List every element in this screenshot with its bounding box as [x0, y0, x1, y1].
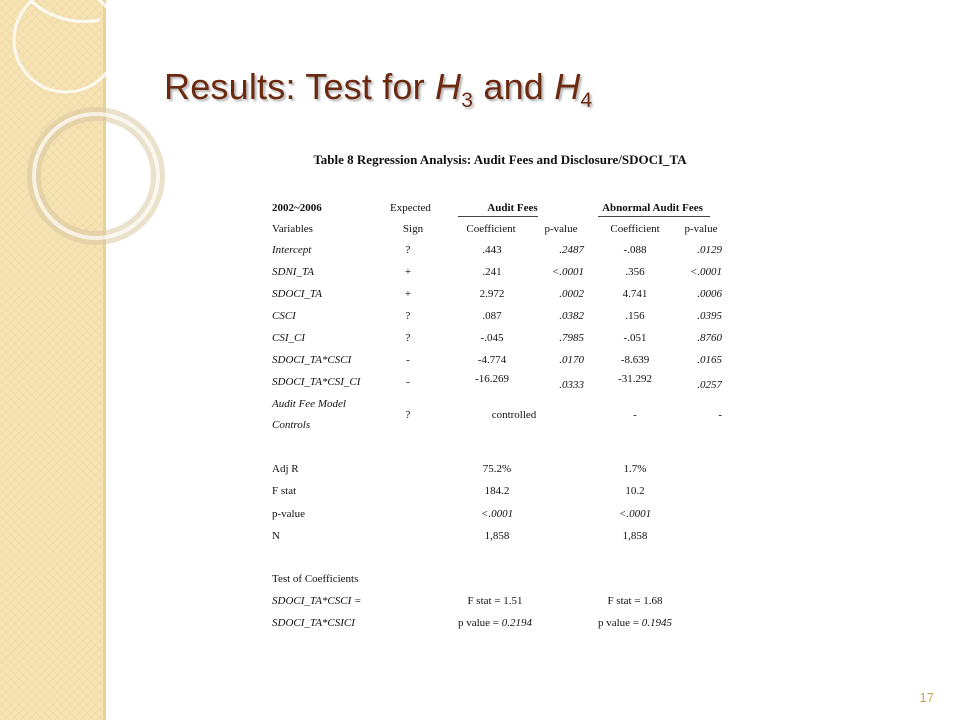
- row-pvalue-1: <.0001: [551, 266, 584, 278]
- controls-p-2: -: [718, 409, 722, 421]
- row-coefficient-1: -4.774: [477, 354, 507, 366]
- row-sign: ?: [405, 332, 411, 344]
- controls-sign: ?: [405, 409, 411, 421]
- model-pvalue-2: <.0001: [618, 508, 652, 520]
- pvalue-header-1: p-value: [544, 223, 578, 235]
- period-label: 2002~2006: [272, 202, 322, 214]
- expected-header: Expected: [390, 202, 431, 214]
- row-coefficient-2: -31.292: [618, 373, 652, 385]
- pvalue-header-2: p-value: [684, 223, 718, 235]
- test-of-coefficients-label: Test of Coefficients: [272, 573, 359, 585]
- row-coefficient-2: -.088: [623, 244, 647, 256]
- fstat-value-1: 184.2: [484, 485, 510, 497]
- abnormal-audit-fees-header: Abnormal Audit Fees: [602, 202, 703, 214]
- test-row1-value-1: F stat = 1.51: [467, 595, 523, 607]
- variables-header: Variables: [272, 223, 313, 235]
- adj-r-label: Adj R: [272, 463, 299, 475]
- row-coefficient-1: .241: [482, 266, 502, 278]
- row-pvalue-2: .0165: [697, 354, 722, 366]
- controls-coef-2: -: [633, 409, 637, 421]
- row-coefficient-1: 2.972: [479, 288, 505, 300]
- row-pvalue-2: .0129: [697, 244, 722, 256]
- test-row2-variable: SDOCI_TA*CSICI: [272, 617, 355, 629]
- row-variable: SDOCI_TA*CSI_CI: [272, 376, 361, 388]
- fstat-value-2: 10.2: [625, 485, 645, 497]
- row-variable: Intercept: [272, 244, 312, 256]
- row-pvalue-1: .0002: [559, 288, 584, 300]
- row-sign: -: [406, 354, 410, 366]
- n-value-2: 1,858: [622, 530, 648, 542]
- row-variable: SDOCI_TA*CSCI: [272, 354, 352, 366]
- row-sign: -: [406, 376, 410, 388]
- n-value-1: 1,858: [484, 530, 510, 542]
- row-variable: CSI_CI: [272, 332, 305, 344]
- row-sign: +: [404, 288, 412, 300]
- abnormal-fees-rule: [598, 216, 710, 217]
- table-caption: Table 8 Regression Analysis: Audit Fees and Disclosure/SDOCI_TA: [313, 152, 687, 167]
- row-pvalue-2: .0006: [697, 288, 722, 300]
- test-row2-number-1: 0.2194: [501, 617, 533, 629]
- controls-value: controlled: [491, 409, 537, 421]
- sign-header: Sign: [402, 223, 424, 235]
- row-pvalue-1: .7985: [559, 332, 584, 344]
- row-coefficient-1: .087: [482, 310, 502, 322]
- test-row2-number-2: 0.1945: [641, 617, 673, 629]
- row-coefficient-2: 4.741: [622, 288, 648, 300]
- adj-r-value-2: 1.7%: [623, 463, 647, 475]
- test-row1-value-2: F stat = 1.68: [607, 595, 663, 607]
- row-variable: CSCI: [272, 310, 296, 322]
- controls-label-2: Controls: [272, 419, 311, 431]
- row-sign: +: [404, 266, 412, 278]
- adj-r-value-1: 75.2%: [482, 463, 512, 475]
- row-pvalue-2: .0257: [697, 379, 722, 391]
- audit-fees-rule: [458, 216, 538, 217]
- slide-title: Results: Test for $H_3$ and $H_4$: [164, 66, 593, 113]
- page-number: 17: [919, 690, 934, 705]
- controls-label-1: Audit Fee Model: [272, 398, 346, 410]
- row-coefficient-2: .156: [625, 310, 645, 322]
- row-pvalue-2: <.0001: [689, 266, 722, 278]
- n-label: N: [272, 530, 280, 542]
- row-coefficient-1: -.045: [480, 332, 504, 344]
- test-row2-prefix-1: p value =: [457, 617, 502, 629]
- row-coefficient-2: -8.639: [620, 354, 650, 366]
- decorative-rings: [0, 0, 200, 260]
- test-row1-variable: SDOCI_TA*CSCI =: [272, 595, 362, 607]
- row-pvalue-1: .0170: [559, 354, 584, 366]
- fstat-label: F stat: [272, 485, 297, 497]
- row-pvalue-2: .0395: [697, 310, 722, 322]
- row-variable: SDNI_TA: [272, 266, 314, 278]
- row-coefficient-1: -16.269: [475, 373, 509, 385]
- row-pvalue-1: .0333: [559, 379, 584, 391]
- coefficient-header-2: Coefficient: [610, 223, 660, 235]
- audit-fees-header: Audit Fees: [487, 202, 538, 214]
- row-pvalue-1: .2487: [559, 244, 584, 256]
- test-row2-value-2: [580, 617, 690, 630]
- row-pvalue-1: .0382: [559, 310, 584, 322]
- row-sign: ?: [405, 310, 411, 322]
- row-coefficient-2: -.051: [623, 332, 647, 344]
- test-row2-value-1: [440, 617, 550, 630]
- row-variable: SDOCI_TA: [272, 288, 322, 300]
- coefficient-header-1: Coefficient: [466, 223, 516, 235]
- row-coefficient-2: .356: [625, 266, 645, 278]
- model-pvalue-label: p-value: [272, 508, 305, 520]
- row-coefficient-1: .443: [482, 244, 502, 256]
- row-pvalue-2: .8760: [697, 332, 722, 344]
- model-pvalue-1: <.0001: [480, 508, 514, 520]
- row-sign: ?: [405, 244, 411, 256]
- test-row2-prefix-2: p value =: [597, 617, 642, 629]
